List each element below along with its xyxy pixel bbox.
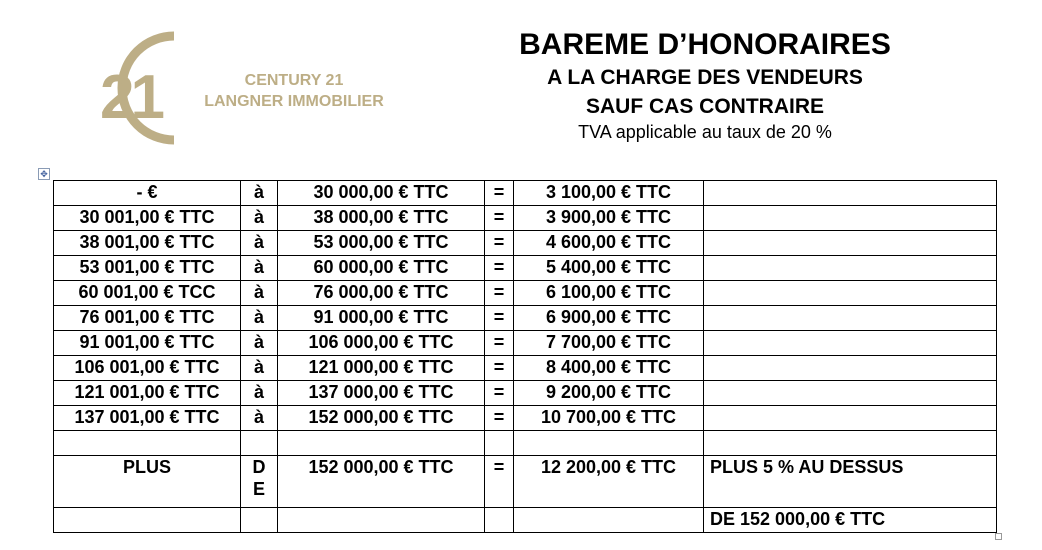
table-cell: 38 000,00 € TTC (278, 206, 485, 231)
table-cell (514, 431, 704, 456)
table-cell: 8 400,00 € TTC (514, 356, 704, 381)
table-cell (704, 281, 997, 306)
table-cell: = (485, 456, 514, 508)
table-row (54, 331, 997, 356)
page-title: BAREME D’HONORAIRES (519, 28, 891, 61)
table-row (54, 356, 997, 381)
table-cell: 53 000,00 € TTC (278, 231, 485, 256)
table-row (54, 406, 997, 431)
table-cell (704, 181, 997, 206)
table-cell: à (241, 206, 278, 231)
table-cell: = (485, 181, 514, 206)
table-cell: 30 001,00 € TTC (54, 206, 241, 231)
table-cell: 5 400,00 € TTC (514, 256, 704, 281)
table-cell (485, 431, 514, 456)
table-cell: 60 001,00 € TCC (54, 281, 241, 306)
table-cell: 10 700,00 € TTC (514, 406, 704, 431)
table-row (54, 231, 997, 256)
table-cell: PLUS 5 % AU DESSUS (704, 456, 997, 508)
table-cell: à (241, 406, 278, 431)
table-cell (704, 306, 997, 331)
table-row (54, 306, 997, 331)
table-cell (704, 356, 997, 381)
table-cell: DE 152 000,00 € TTC (704, 508, 997, 533)
table-row (54, 256, 997, 281)
table-row (54, 281, 997, 306)
table-cell: 121 000,00 € TTC (278, 356, 485, 381)
table-cell: 53 001,00 € TTC (54, 256, 241, 281)
table-cell: 76 000,00 € TTC (278, 281, 485, 306)
fee-table (53, 180, 997, 533)
table-cell: = (485, 231, 514, 256)
table-cell: = (485, 331, 514, 356)
table-cell: 152 000,00 € TTC (278, 456, 485, 508)
table-cell: à (241, 331, 278, 356)
table-cell (704, 406, 997, 431)
table-cell: à (241, 231, 278, 256)
table-cell: 7 700,00 € TTC (514, 331, 704, 356)
table-cell: = (485, 406, 514, 431)
table-row (54, 456, 997, 508)
subtitle-1: A LA CHARGE DES VENDEURS (547, 66, 863, 89)
table-row (54, 431, 997, 456)
table-cell: à (241, 306, 278, 331)
table-cell (704, 381, 997, 406)
table-cell: à (241, 356, 278, 381)
table-cell: à (241, 181, 278, 206)
table-cell: 3 900,00 € TTC (514, 206, 704, 231)
table-cell: PLUS (54, 456, 241, 508)
table-cell: 91 000,00 € TTC (278, 306, 485, 331)
century21-logo (78, 26, 188, 150)
table-cell: 137 000,00 € TTC (278, 381, 485, 406)
table-cell (54, 508, 241, 533)
table-cell (278, 431, 485, 456)
table-row (54, 381, 997, 406)
table-resize-handle[interactable] (995, 533, 1002, 540)
svg-text:21: 21 (100, 63, 161, 132)
table-row (54, 181, 997, 206)
table-cell (514, 508, 704, 533)
table-cell (241, 508, 278, 533)
table-cell: = (485, 256, 514, 281)
table-cell: 6 100,00 € TTC (514, 281, 704, 306)
table-cell: 12 200,00 € TTC (514, 456, 704, 508)
table-cell: 106 000,00 € TTC (278, 331, 485, 356)
table-cell (241, 431, 278, 456)
table-cell (704, 231, 997, 256)
table-cell: 91 001,00 € TTC (54, 331, 241, 356)
table-cell (485, 508, 514, 533)
table-cell: à (241, 256, 278, 281)
table-cell: = (485, 381, 514, 406)
table-cell: à (241, 281, 278, 306)
table-row (54, 206, 997, 231)
table-cell: DE (241, 456, 278, 508)
table-cell: = (485, 206, 514, 231)
table-row (54, 508, 997, 533)
table-cell (704, 431, 997, 456)
table-cell: 4 600,00 € TTC (514, 231, 704, 256)
table-cell: - € (54, 181, 241, 206)
table-cell: à (241, 381, 278, 406)
table-cell (704, 206, 997, 231)
table-cell (54, 431, 241, 456)
table-cell: = (485, 356, 514, 381)
table-cell: 137 001,00 € TTC (54, 406, 241, 431)
table-cell (704, 331, 997, 356)
table-move-handle-icon[interactable]: ✥ (38, 168, 50, 180)
table-cell: = (485, 306, 514, 331)
table-cell: 30 000,00 € TTC (278, 181, 485, 206)
table-cell: 106 001,00 € TTC (54, 356, 241, 381)
table-cell (278, 508, 485, 533)
brand-line2: LANGNER IMMOBILIER (204, 93, 384, 110)
table-cell: 6 900,00 € TTC (514, 306, 704, 331)
table-cell: 3 100,00 € TTC (514, 181, 704, 206)
table-cell: 121 001,00 € TTC (54, 381, 241, 406)
tva-note: TVA applicable au taux de 20 % (578, 122, 832, 142)
table-cell: 76 001,00 € TTC (54, 306, 241, 331)
table-cell: = (485, 281, 514, 306)
table-cell: 60 000,00 € TTC (278, 256, 485, 281)
brand-name (188, 70, 400, 112)
table-cell: 9 200,00 € TTC (514, 381, 704, 406)
table-cell (704, 256, 997, 281)
brand-line1: CENTURY 21 (244, 72, 344, 89)
table-cell: 152 000,00 € TTC (278, 406, 485, 431)
table-cell: 38 001,00 € TTC (54, 231, 241, 256)
subtitle-2: SAUF CAS CONTRAIRE (585, 95, 824, 118)
